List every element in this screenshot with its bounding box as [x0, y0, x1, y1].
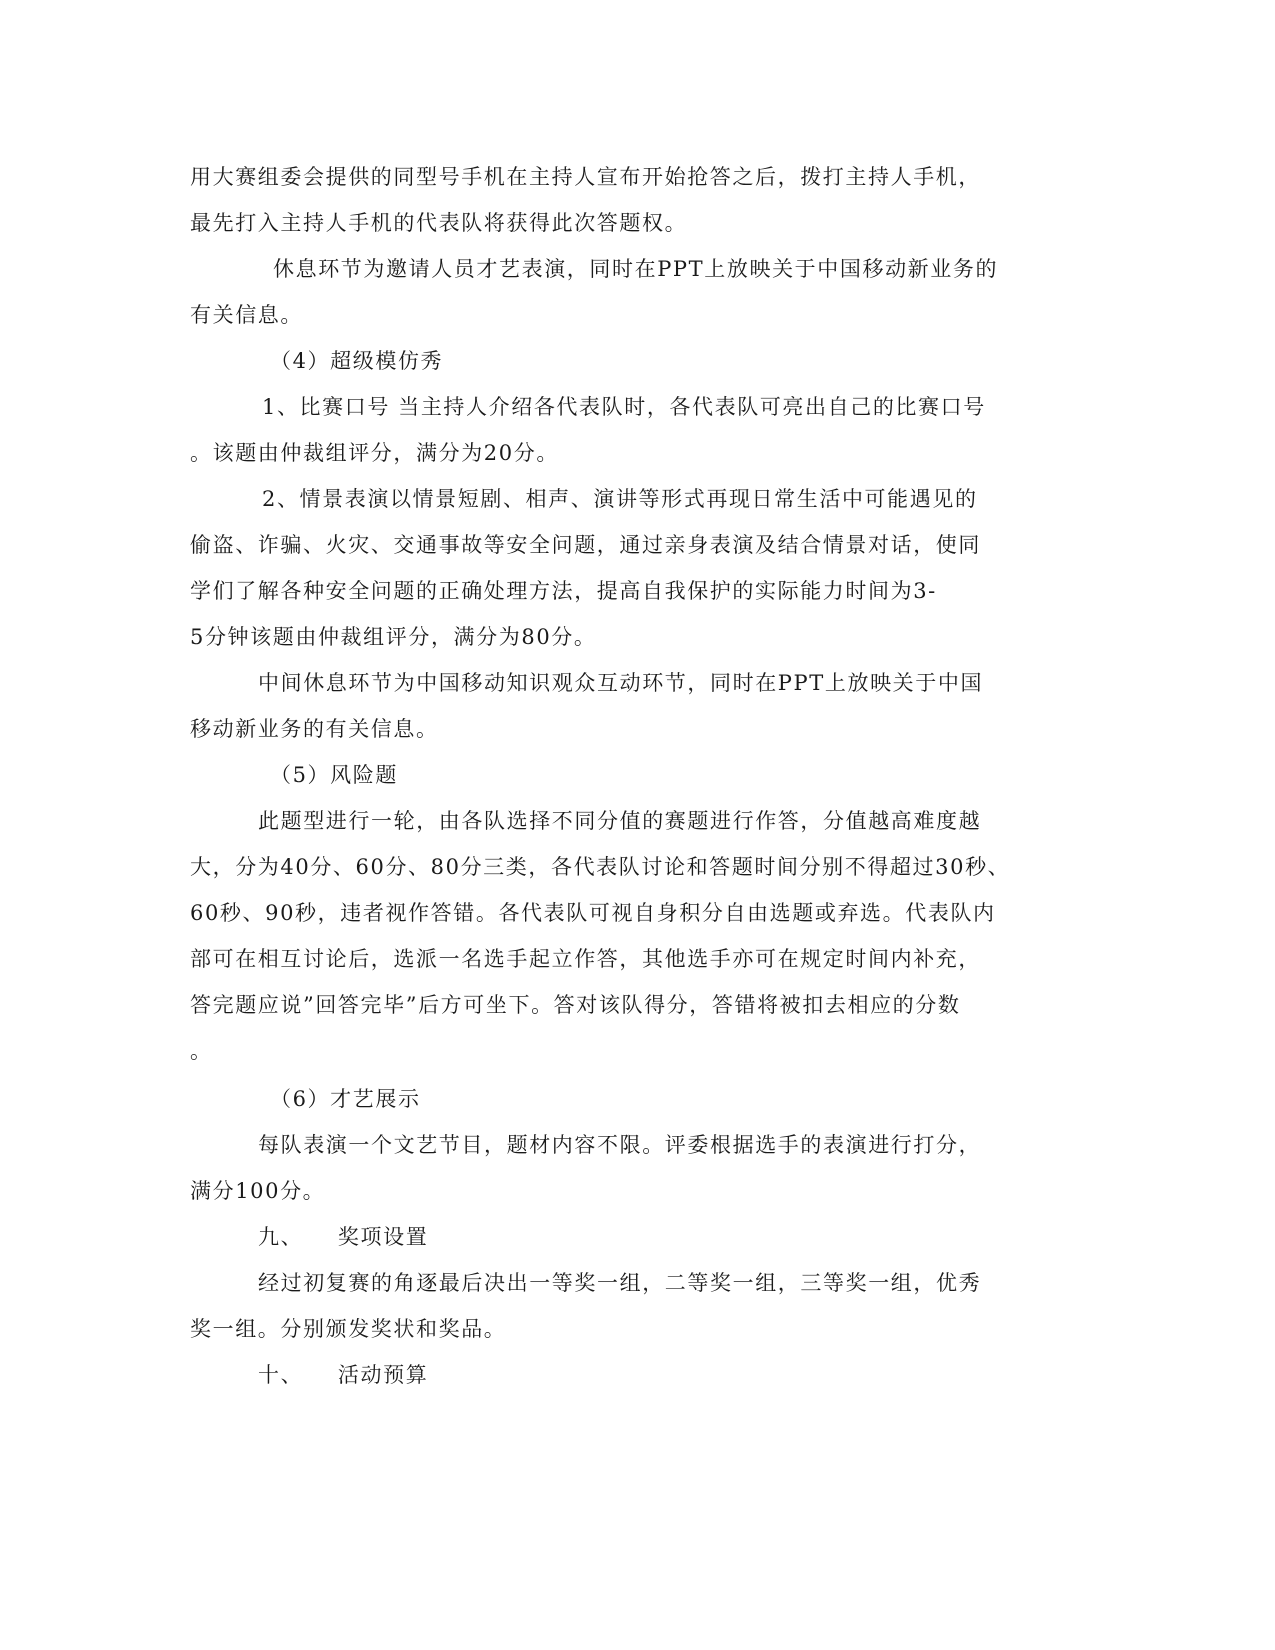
- paragraph-first-line: 休息环节为邀请人员才艺表演，同时在PPT上放映关于中国移动新业务的: [273, 257, 999, 281]
- body-text-line: 奖一组。分别颁发奖状和奖品。: [190, 1317, 507, 1341]
- paragraph-first-line: 2、情景表演以情景短剧、相声、演讲等形式再现日常生活中可能遇见的: [262, 487, 978, 511]
- paragraph-first-line: 经过初复赛的角逐最后决出一等奖一组，二等奖一组，三等奖一组，优秀: [258, 1271, 982, 1295]
- body-text-line: 60秒、90秒，违者视作答错。各代表队可视自身积分自由选题或弃选。代表队内: [190, 901, 996, 925]
- body-text-line: 。该题由仲裁组评分，满分为20分。: [190, 441, 559, 465]
- section-heading: （6）才艺展示: [270, 1087, 421, 1111]
- body-text-line: 大，分为40分、60分、80分三类，各代表队讨论和答题时间分别不得超过30秒、: [190, 855, 1011, 879]
- body-text-line: 。: [190, 1039, 213, 1063]
- paragraph-first-line: 此题型进行一轮，由各队选择不同分值的赛题进行作答，分值越高难度越: [258, 809, 982, 833]
- section-heading: （4）超级模仿秀: [270, 349, 444, 373]
- paragraph-first-line: 1、比赛口号 当主持人介绍各代表队时，各代表队可亮出自己的比赛口号: [262, 395, 986, 419]
- body-text-line: 偷盗、诈骗、火灾、交通事故等安全问题，通过亲身表演及结合情景对话，使同: [190, 533, 981, 557]
- body-text-line: 有关信息。: [190, 303, 303, 327]
- body-text-line: 用大赛组委会提供的同型号手机在主持人宣布开始抢答之后，拨打主持人手机，: [190, 165, 981, 189]
- section-heading: （5）风险题: [270, 763, 398, 787]
- body-text-line: 部可在相互讨论后，选派一名选手起立作答，其他选手亦可在规定时间内补充，: [190, 947, 981, 971]
- paragraph-first-line: 中间休息环节为中国移动知识观众互动环节，同时在PPT上放映关于中国: [258, 671, 984, 695]
- section-heading: 十、 活动预算: [258, 1363, 429, 1387]
- body-text-line: 移动新业务的有关信息。: [190, 717, 439, 741]
- paragraph-first-line: 每队表演一个文艺节目，题材内容不限。评委根据选手的表演进行打分，: [258, 1133, 982, 1157]
- section-heading: 九、 奖项设置: [258, 1225, 429, 1249]
- body-text-line: 5分钟该题由仲裁组评分，满分为80分。: [190, 625, 597, 649]
- body-text-line: 答完题应说”回答完毕”后方可坐下。答对该队得分，答错将被扣去相应的分数: [190, 993, 961, 1017]
- body-text-line: 满分100分。: [190, 1179, 326, 1203]
- body-text-line: 学们了解各种安全问题的正确处理方法，提高自我保护的实际能力时间为3-: [190, 579, 937, 603]
- body-text-line: 最先打入主持人手机的代表队将获得此次答题权。: [190, 211, 688, 235]
